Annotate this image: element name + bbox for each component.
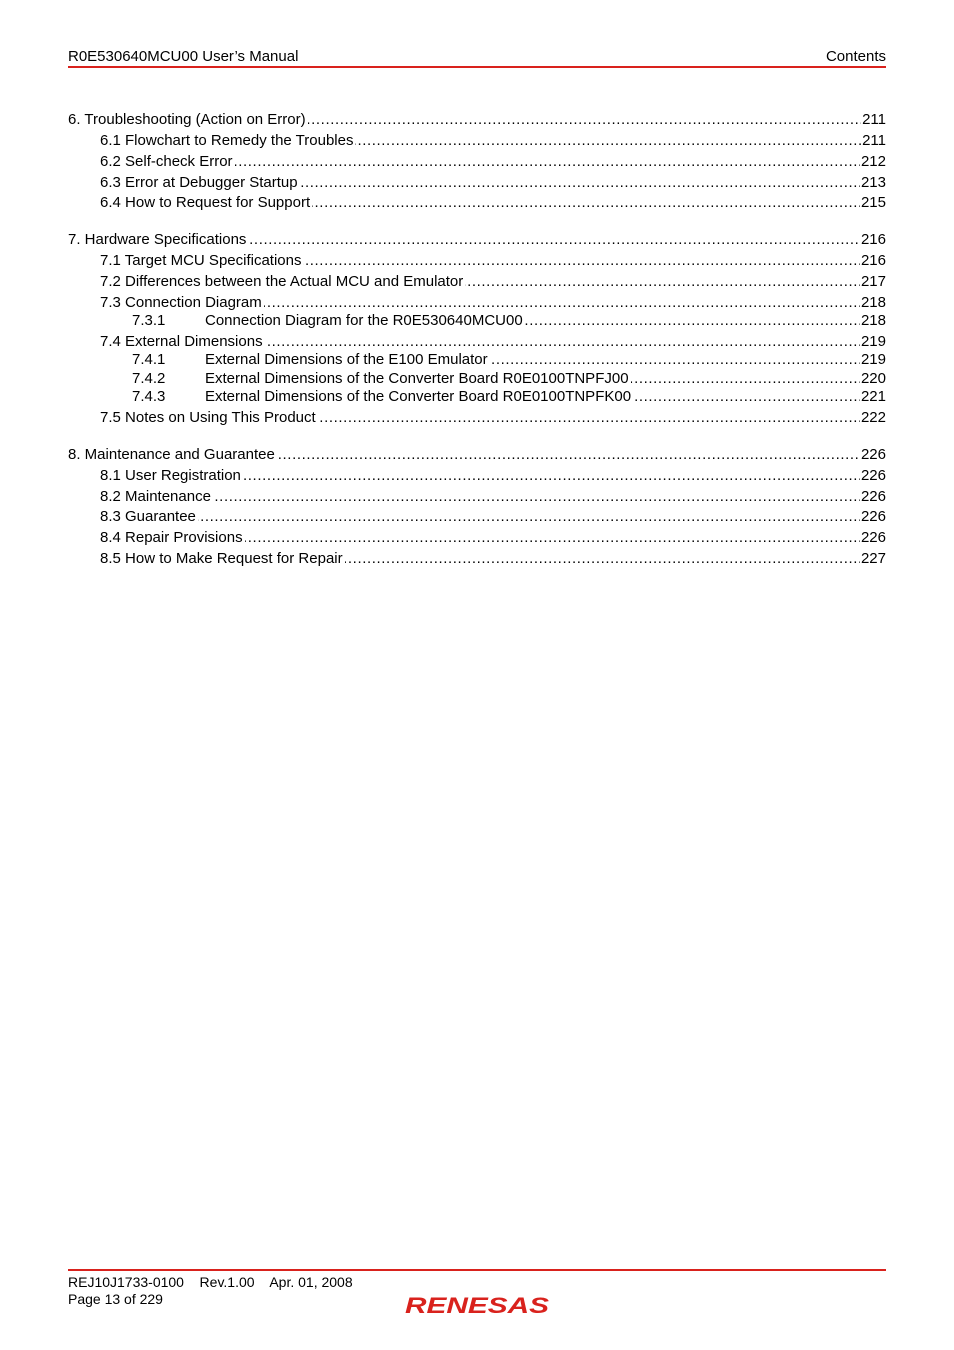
toc-entry-label: External Dimensions of the E100 Emulator — [205, 351, 488, 368]
toc-entry-page: 226 — [860, 529, 886, 546]
toc-entry-label: 8. Maintenance and Guarantee — [68, 446, 275, 463]
dot-leader — [100, 487, 886, 506]
page-footer — [68, 1274, 353, 1308]
renesas-logo — [403, 1292, 551, 1318]
toc-entry-page: 226 — [860, 488, 886, 505]
toc-entry[interactable] — [68, 131, 886, 150]
toc-entry[interactable] — [68, 332, 886, 351]
toc-entry[interactable] — [68, 487, 886, 506]
toc-entry-label: 8.1 User Registration — [100, 467, 241, 484]
toc-entry-label: 7.1 Target MCU Specifications — [100, 252, 302, 269]
toc-entry[interactable] — [68, 110, 886, 129]
toc-entry-page: 213 — [860, 174, 886, 191]
toc-entry-page: 218 — [860, 312, 886, 329]
toc-entry-number: 7.4.2 — [132, 370, 166, 387]
toc-entry-label: 7.5 Notes on Using This Product — [100, 409, 316, 426]
toc-entry-label: 7. Hardware Specifications — [68, 231, 247, 248]
toc-entry-page: 219 — [860, 351, 886, 368]
manual-title: R0E530640MCU00 User’s Manual — [68, 48, 299, 65]
toc-entry[interactable] — [68, 445, 886, 464]
toc-entry-label: External Dimensions of the Converter Board R0E0100TNPFJ00 — [205, 370, 629, 387]
toc-entry-label: 8.2 Maintenance — [100, 488, 211, 505]
toc-entry-label: 8.4 Repair Provisions — [100, 529, 243, 546]
toc-entry-page: 222 — [860, 409, 886, 426]
toc-entry[interactable] — [68, 528, 886, 547]
toc-entry-label: 7.4 External Dimensions — [100, 333, 263, 350]
toc-entry[interactable] — [68, 408, 886, 427]
toc-entry[interactable] — [68, 350, 886, 369]
toc-entry[interactable] — [68, 369, 886, 388]
toc-entry[interactable] — [68, 193, 886, 212]
toc-entry[interactable] — [68, 272, 886, 291]
toc-entry-label: 8.5 How to Make Request for Repair — [100, 550, 343, 567]
toc-entry[interactable] — [68, 293, 886, 312]
toc-entry-label: External Dimensions of the Converter Board R0E0100TNPFK00 — [205, 388, 632, 405]
toc-entry[interactable] — [68, 387, 886, 406]
publish-date: Apr. 01, 2008 — [269, 1274, 353, 1290]
toc-entry[interactable] — [68, 152, 886, 171]
toc-entry-page: 220 — [860, 370, 886, 387]
toc-entry-page: 226 — [860, 467, 886, 484]
toc-entry-page: 211 — [862, 111, 886, 128]
toc-entry-label: 7.3 Connection Diagram — [100, 294, 262, 311]
toc-entry-page: 216 — [860, 231, 886, 248]
toc-entry-label: 6. Troubleshooting (Action on Error) — [68, 111, 306, 128]
toc-entry-page: 227 — [860, 550, 886, 567]
toc-entry-page: 216 — [860, 252, 886, 269]
toc-entry-label: 6.4 How to Request for Support — [100, 194, 311, 211]
toc-entry-page: 226 — [860, 508, 886, 525]
toc-entry[interactable] — [68, 173, 886, 192]
toc-entry-page: 211 — [862, 132, 886, 149]
revision: Rev.1.00 — [199, 1274, 255, 1290]
toc-entry-number: 7.4.1 — [132, 351, 166, 368]
footer-doc-info — [68, 1274, 353, 1291]
footer-divider — [68, 1269, 886, 1271]
toc-entry-page: 218 — [860, 294, 886, 311]
doc-id: REJ10J1733-0100 — [68, 1274, 184, 1290]
toc-entry-number: 7.4.3 — [132, 388, 166, 405]
toc-entry-label: 6.1 Flowchart to Remedy the Troubles — [100, 132, 354, 149]
toc-entry-page: 219 — [860, 333, 886, 350]
dot-leader — [100, 507, 886, 526]
toc-entry[interactable] — [68, 230, 886, 249]
logo-text: RENESAS — [405, 1293, 550, 1318]
page-header — [68, 46, 886, 68]
section-name: Contents — [825, 48, 886, 65]
toc-entry-label: 8.3 Guarantee — [100, 508, 196, 525]
toc-entry-label: Connection Diagram for the R0E530640MCU00 — [205, 312, 523, 329]
toc-entry-page: 212 — [860, 153, 886, 170]
toc-entry-number: 7.3.1 — [132, 312, 166, 329]
toc-entry[interactable] — [68, 466, 886, 485]
toc-entry[interactable] — [68, 549, 886, 568]
toc-entry[interactable] — [68, 311, 886, 330]
toc-entry-label: 6.3 Error at Debugger Startup — [100, 174, 298, 191]
toc-entry[interactable] — [68, 251, 886, 270]
toc-entry[interactable] — [68, 507, 886, 526]
toc-entry-page: 221 — [860, 388, 886, 405]
toc-entry-label: 7.2 Differences between the Actual MCU and Emulator — [100, 273, 464, 290]
page-number: Page 13 of 229 — [68, 1291, 163, 1307]
toc-entry-page: 226 — [860, 446, 886, 463]
toc-entry-label: 6.2 Self-check Error — [100, 153, 233, 170]
toc-entry-page: 215 — [860, 194, 886, 211]
toc-entry-page: 217 — [860, 273, 886, 290]
